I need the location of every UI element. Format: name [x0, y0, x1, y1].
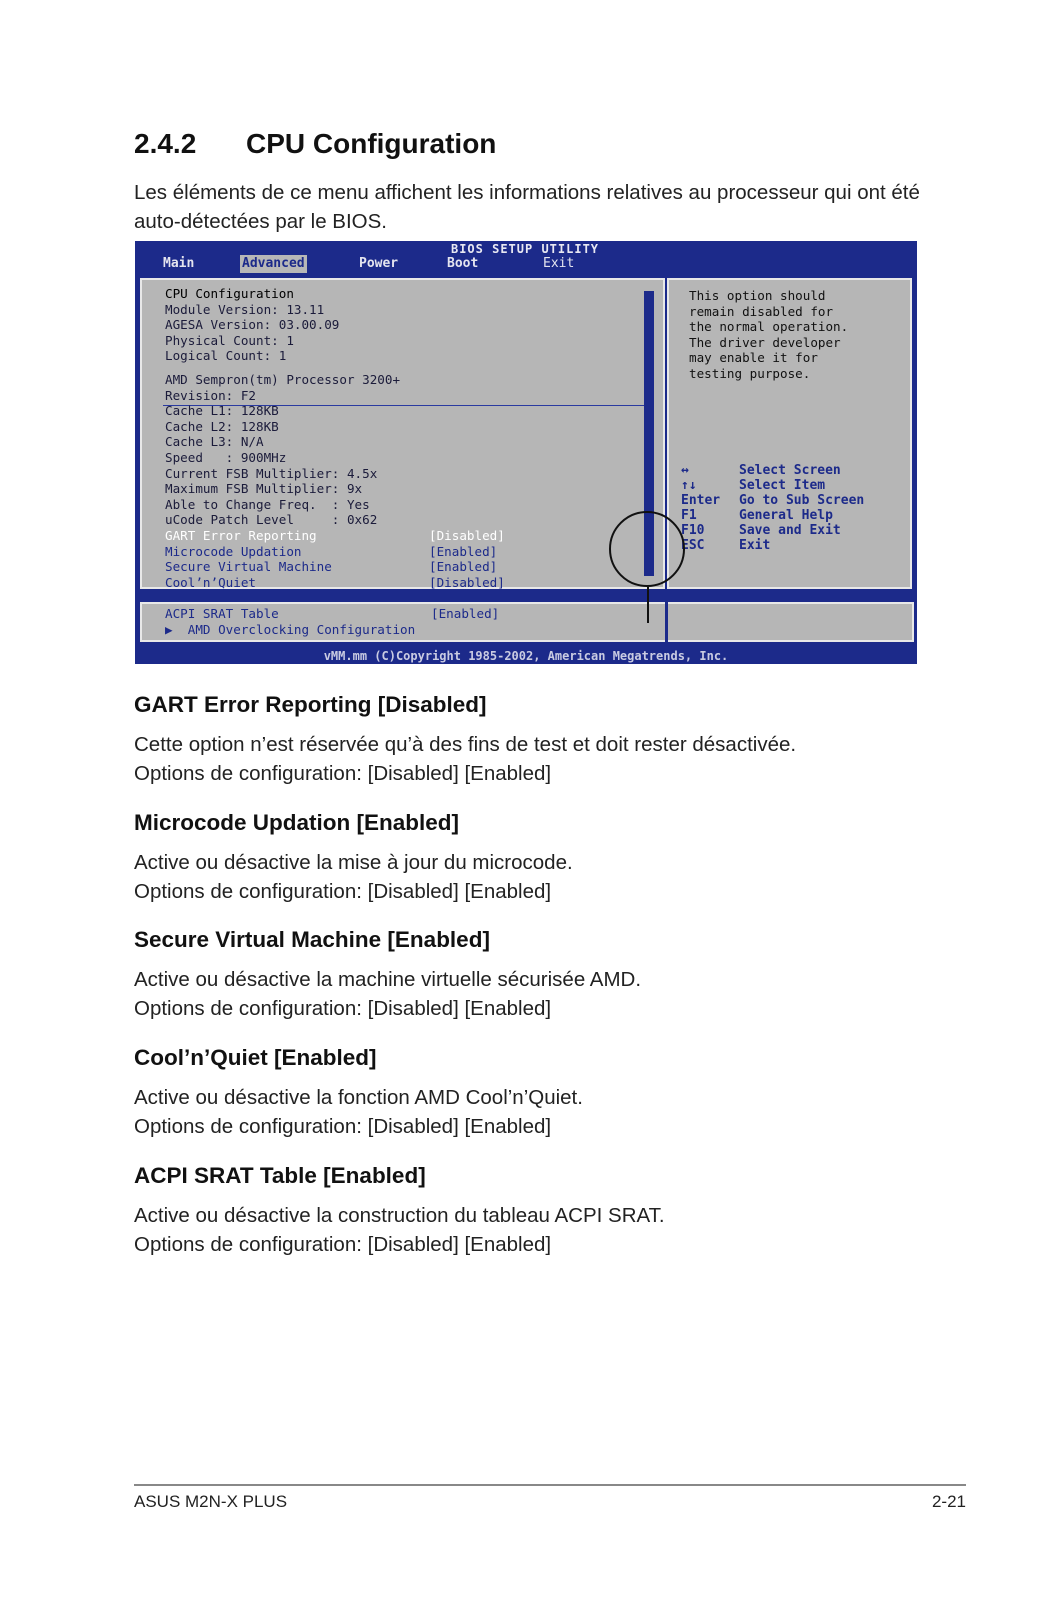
- bios-option-value[interactable]: [Disabled]: [429, 528, 505, 543]
- key-legend-desc: Exit: [739, 538, 771, 553]
- item-description: Active ou désactive la construction du tableau ACPI SRAT.: [134, 1204, 665, 1227]
- item-description: Cette option n’est réservée qu’à des fins de test et doit rester désactivée.: [134, 733, 797, 756]
- bios-info-line: Current FSB Multiplier: 4.5x: [165, 465, 378, 481]
- bios-option-value[interactable]: [Enabled]: [429, 543, 498, 559]
- item-options: Options de configuration: [Disabled] [Enabled]: [134, 997, 552, 1020]
- bios-info-line: Logical Count: 1: [165, 348, 287, 364]
- item-options: Options de configuration: [Disabled] [Enabled]: [134, 1233, 552, 1256]
- bios-title: BIOS SETUP UTILITY: [450, 242, 600, 256]
- bios-info-line: Cache L1: 128KB: [165, 403, 279, 419]
- bios-option-value[interactable]: [Enabled]: [431, 606, 500, 621]
- bios-info-line: Module Version: 13.11: [165, 301, 325, 317]
- bios-option-acpi-srat-table[interactable]: ACPI SRAT Table: [165, 606, 279, 621]
- item-title: ACPI SRAT Table [Enabled]: [134, 1163, 426, 1188]
- bios-help-panel: [667, 278, 912, 589]
- section-number: 2.4.2: [134, 128, 197, 159]
- bios-info-line: Cache L2: 128KB: [165, 418, 279, 434]
- bios-info-line: AMD Sempron(tm) Processor 3200+: [165, 372, 401, 387]
- key-legend-key: F10: [681, 523, 705, 538]
- bios-divider: [665, 602, 668, 642]
- bios-menubar: [135, 255, 917, 273]
- bios-tab-power[interactable]: Power: [359, 256, 399, 271]
- bios-submenu-amd-overclocking[interactable]: ▶ AMD Overclocking Configuration: [165, 621, 416, 637]
- bios-option-cool-n-quiet[interactable]: Cool’n’Quiet: [165, 574, 256, 590]
- key-legend-key: ESC: [681, 538, 705, 553]
- key-legend-desc: General Help: [739, 508, 833, 523]
- bios-screenshot: [135, 241, 917, 664]
- section-intro: Les éléments de ce menu affichent les informations relatives au processeur qui ont été auto-détectées par le BIOS.: [134, 181, 920, 233]
- bios-info-line: Physical Count: 1: [165, 332, 294, 348]
- item-title: Cool’n’Quiet [Enabled]: [134, 1045, 377, 1070]
- item-options: Options de configuration: [Disabled] [Enabled]: [134, 762, 552, 785]
- key-legend-key: Enter: [681, 493, 721, 508]
- up-down-arrows-icon: ↑↓: [681, 478, 697, 493]
- item-description: Active ou désactive la mise à jour du microcode.: [134, 851, 573, 874]
- bios-info-line: uCode Patch Level : 0x62: [165, 512, 378, 528]
- bios-option-value[interactable]: [Enabled]: [429, 559, 498, 575]
- left-right-arrows-icon: ↔: [681, 463, 689, 478]
- bios-info-line: Cache L3: N/A: [165, 434, 264, 450]
- footer-product-name: ASUS M2N-X PLUS: [134, 1492, 288, 1511]
- bios-option-gart-error-reporting[interactable]: GART Error Reporting: [165, 528, 317, 543]
- bios-copyright: vMM.mm (C)Copyright 1985-2002, American Megatrends, Inc.: [323, 649, 729, 663]
- item-description: Active ou désactive la machine virtuelle sécurisée AMD.: [134, 968, 642, 991]
- key-legend-desc: Save and Exit: [739, 523, 841, 538]
- key-legend-desc: Go to Sub Screen: [739, 493, 865, 508]
- bios-info-line: AGESA Version: 03.00.09: [165, 317, 340, 333]
- key-legend-desc: Select Item: [739, 478, 826, 493]
- bios-info-line: Maximum FSB Multiplier: 9x: [165, 481, 363, 497]
- bios-tab-exit[interactable]: Exit: [543, 256, 575, 271]
- scroll-up-arrow-icon[interactable]: ▲: [645, 288, 653, 301]
- bios-scrolled-panel: [140, 602, 914, 642]
- key-legend-key: F1: [681, 508, 697, 523]
- bios-option-secure-virtual-machine[interactable]: Secure Virtual Machine: [165, 559, 332, 575]
- bios-info-line: Speed : 900MHz: [165, 450, 287, 465]
- bios-info-line: Able to Change Freq. : Yes: [165, 496, 370, 512]
- section-title-text: CPU Configuration: [246, 128, 497, 159]
- section-title: [134, 128, 496, 160]
- item-title: Secure Virtual Machine [Enabled]: [134, 927, 490, 952]
- item-title: GART Error Reporting [Disabled]: [134, 692, 487, 717]
- bios-tab-main[interactable]: Main: [163, 256, 195, 271]
- footer-divider: [134, 1484, 966, 1486]
- footer-page-number: 2-21: [931, 1492, 966, 1511]
- bios-main-panel: [140, 278, 665, 589]
- callout-line: [647, 587, 649, 623]
- item-options: Options de configuration: [Disabled] [Enabled]: [134, 880, 552, 903]
- scroll-down-arrow-icon[interactable]: ▼: [645, 564, 653, 577]
- item-options: Options de configuration: [Disabled] [Enabled]: [134, 1115, 552, 1138]
- bios-help-text: This option should remain disabled for the normal operation. The driver developer may enable it for testing purpose.: [689, 288, 849, 381]
- bios-info-line: CPU Configuration: [165, 286, 294, 301]
- bios-tab-advanced[interactable]: Advanced: [242, 256, 305, 271]
- item-description: Active ou désactive la fonction AMD Cool’n’Quiet.: [134, 1086, 583, 1109]
- bios-option-microcode-updation[interactable]: Microcode Updation: [165, 543, 302, 559]
- item-title: Microcode Updation [Enabled]: [134, 810, 460, 835]
- key-legend-desc: Select Screen: [739, 463, 841, 478]
- bios-tab-boot[interactable]: Boot: [447, 256, 479, 271]
- bios-option-value[interactable]: [Disabled]: [429, 574, 505, 590]
- bios-info-line: Revision: F2: [165, 387, 256, 403]
- callout-circle: [609, 511, 685, 587]
